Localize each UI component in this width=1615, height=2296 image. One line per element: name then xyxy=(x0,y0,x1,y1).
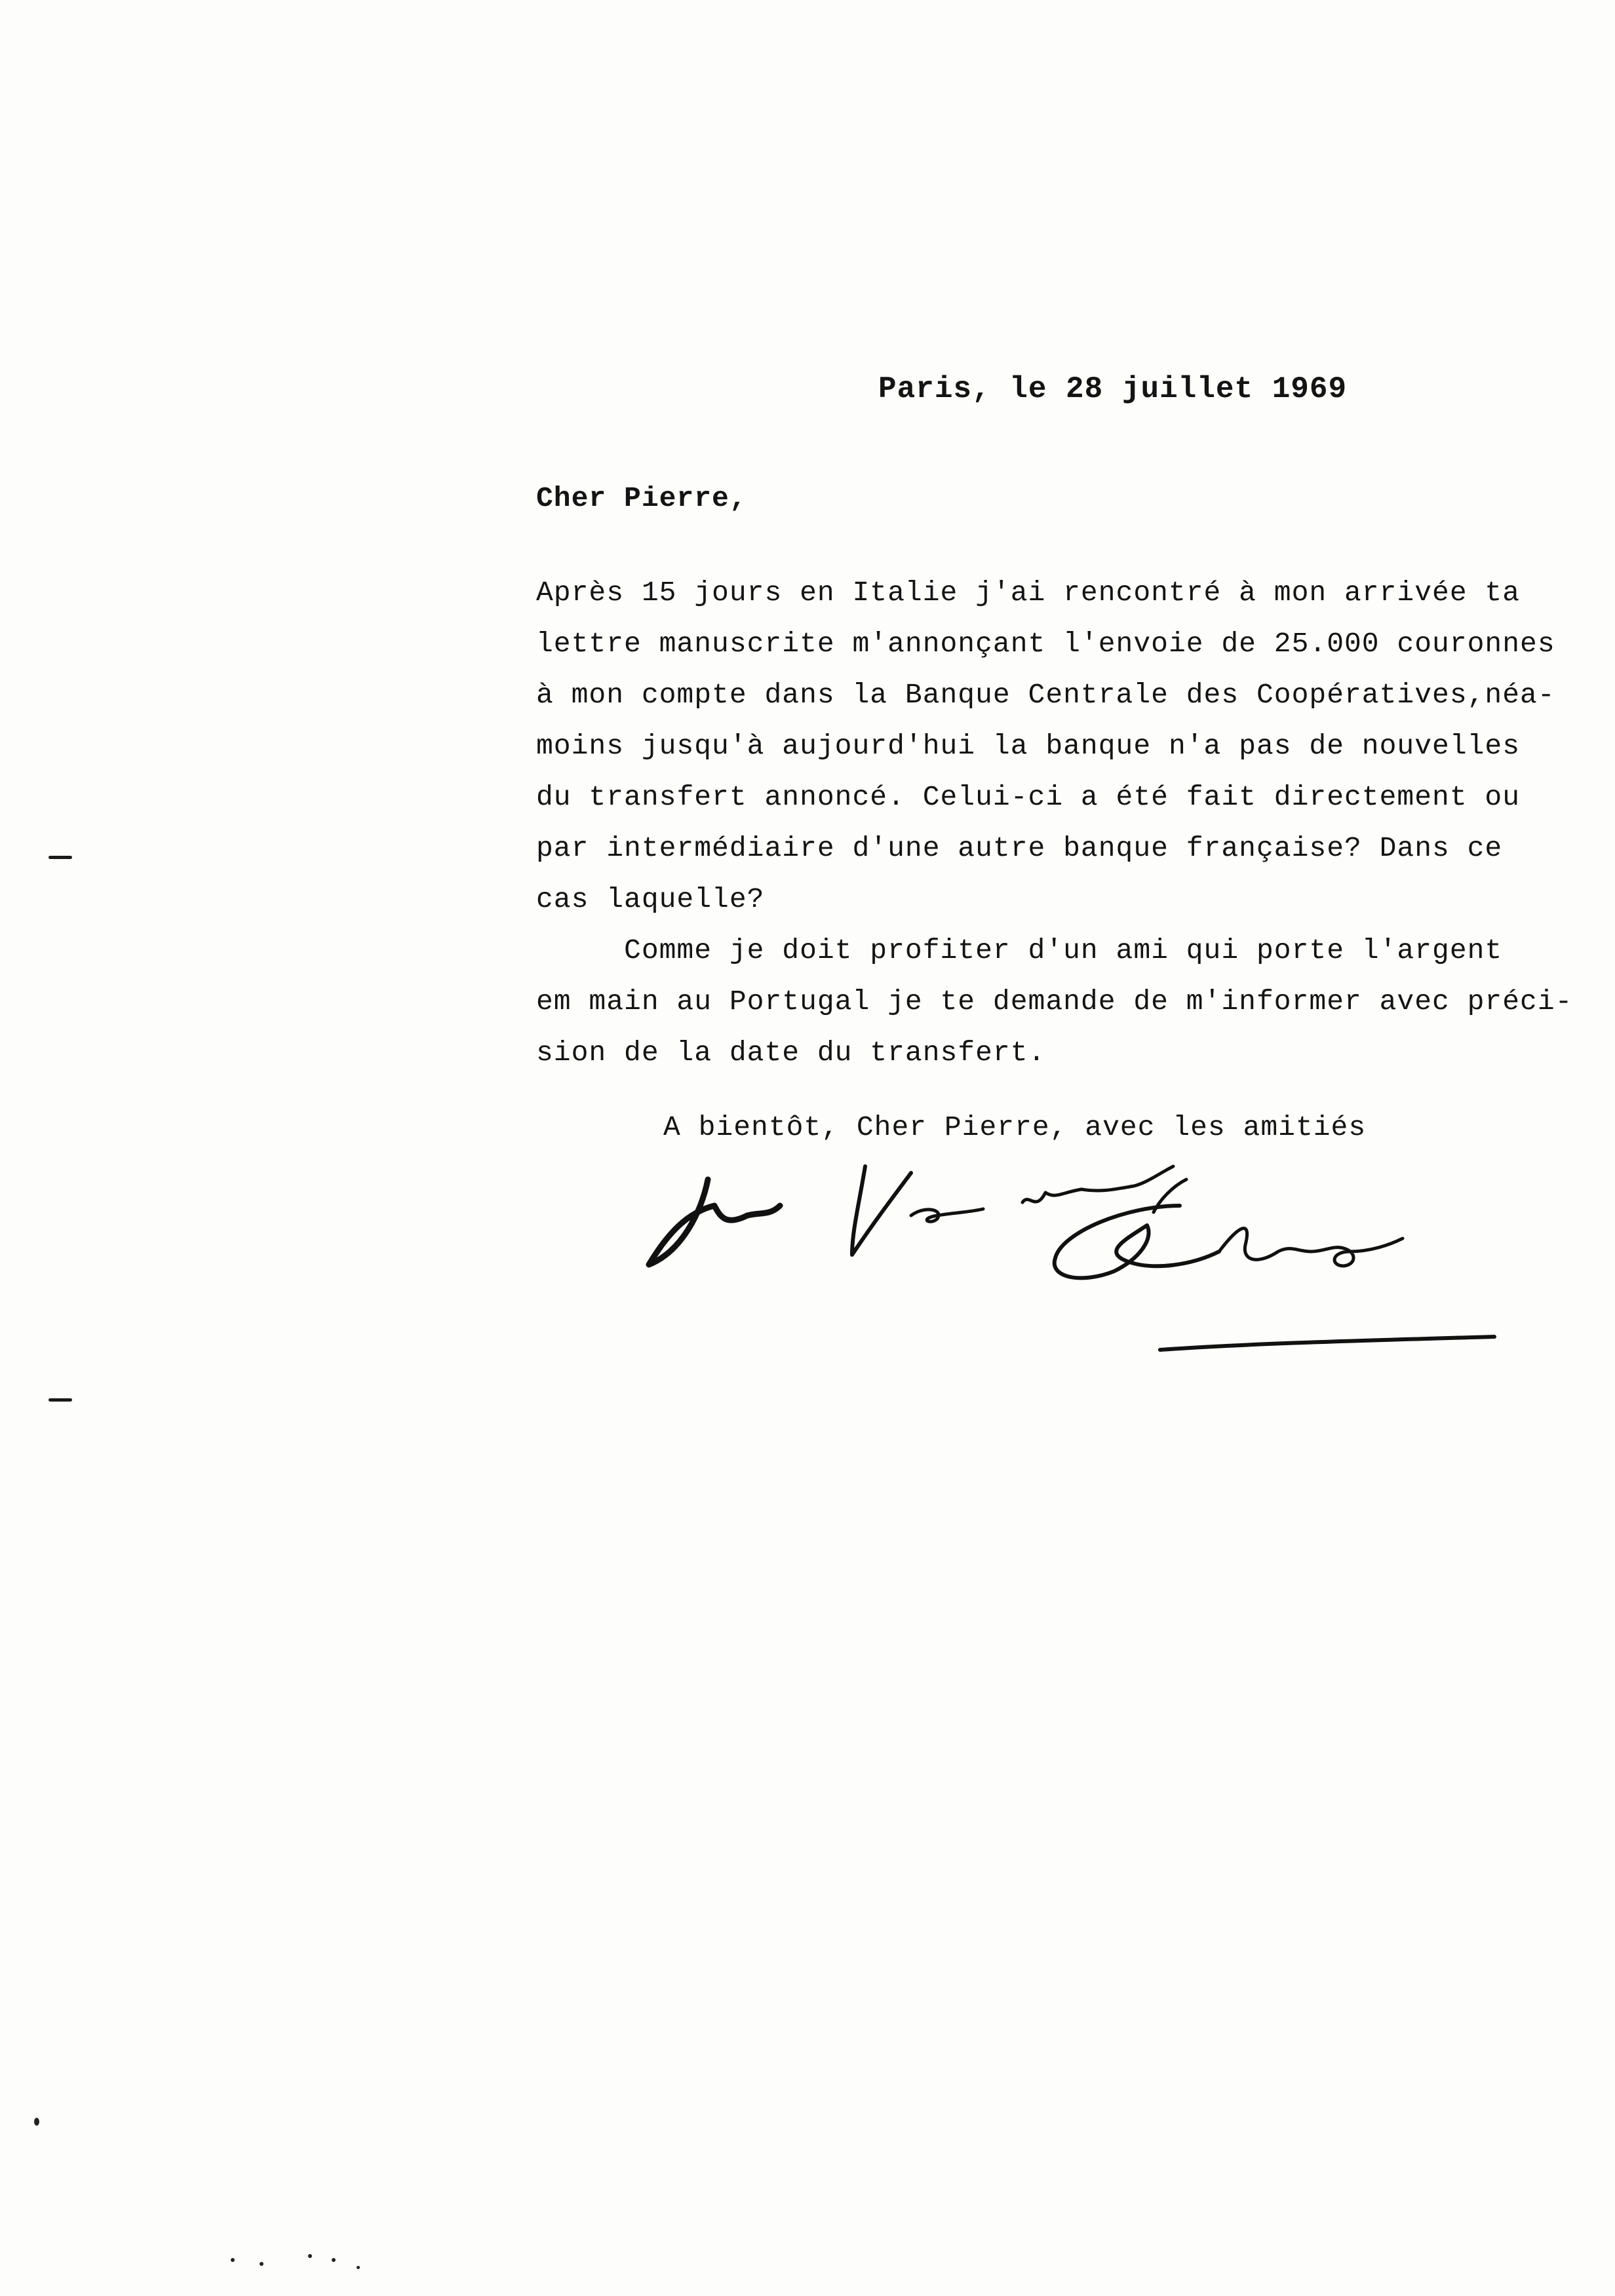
letter-date: Paris, le 28 juillet 1969 xyxy=(878,372,1348,406)
body-line: em main au Portugal je te demande de m'informer avec préci- xyxy=(536,985,1573,1018)
body-line: Après 15 jours en Italie j'ai rencontré à mon arrivée ta xyxy=(536,577,1521,609)
ink-speck xyxy=(34,2118,39,2126)
body-line: sion de la date du transfert. xyxy=(536,1037,1046,1069)
body-line: moins jusqu'à aujourd'hui la banque n'a pas de nouvelles xyxy=(536,730,1521,762)
ink-speck xyxy=(231,2258,235,2262)
letter-salutation: Cher Pierre, xyxy=(536,482,747,514)
margin-mark-bottom xyxy=(49,1398,72,1402)
ink-speck xyxy=(260,2262,263,2266)
body-line: lettre manuscrite m'annonçant l'envoie de 25.000 couronnes xyxy=(536,628,1555,660)
body-line: Comme je doit profiter d'un ami qui porte l'argent xyxy=(536,934,1503,966)
body-line: du transfert annoncé. Celui-ci a été fait directement ou xyxy=(536,781,1521,813)
handwritten-signature xyxy=(629,1153,1547,1376)
body-line: par intermédiaire d'une autre banque française? Dans ce xyxy=(536,832,1503,864)
margin-mark-top xyxy=(49,856,72,859)
ink-speck xyxy=(332,2258,336,2262)
letter-closing: A bientôt, Cher Pierre, avec les amitiés xyxy=(663,1111,1367,1143)
ink-speck xyxy=(308,2254,312,2258)
ink-speck xyxy=(357,2266,360,2269)
body-line: cas laquelle? xyxy=(536,883,765,915)
body-line: à mon compte dans la Banque Centrale des Coopératives,néa- xyxy=(536,679,1555,711)
